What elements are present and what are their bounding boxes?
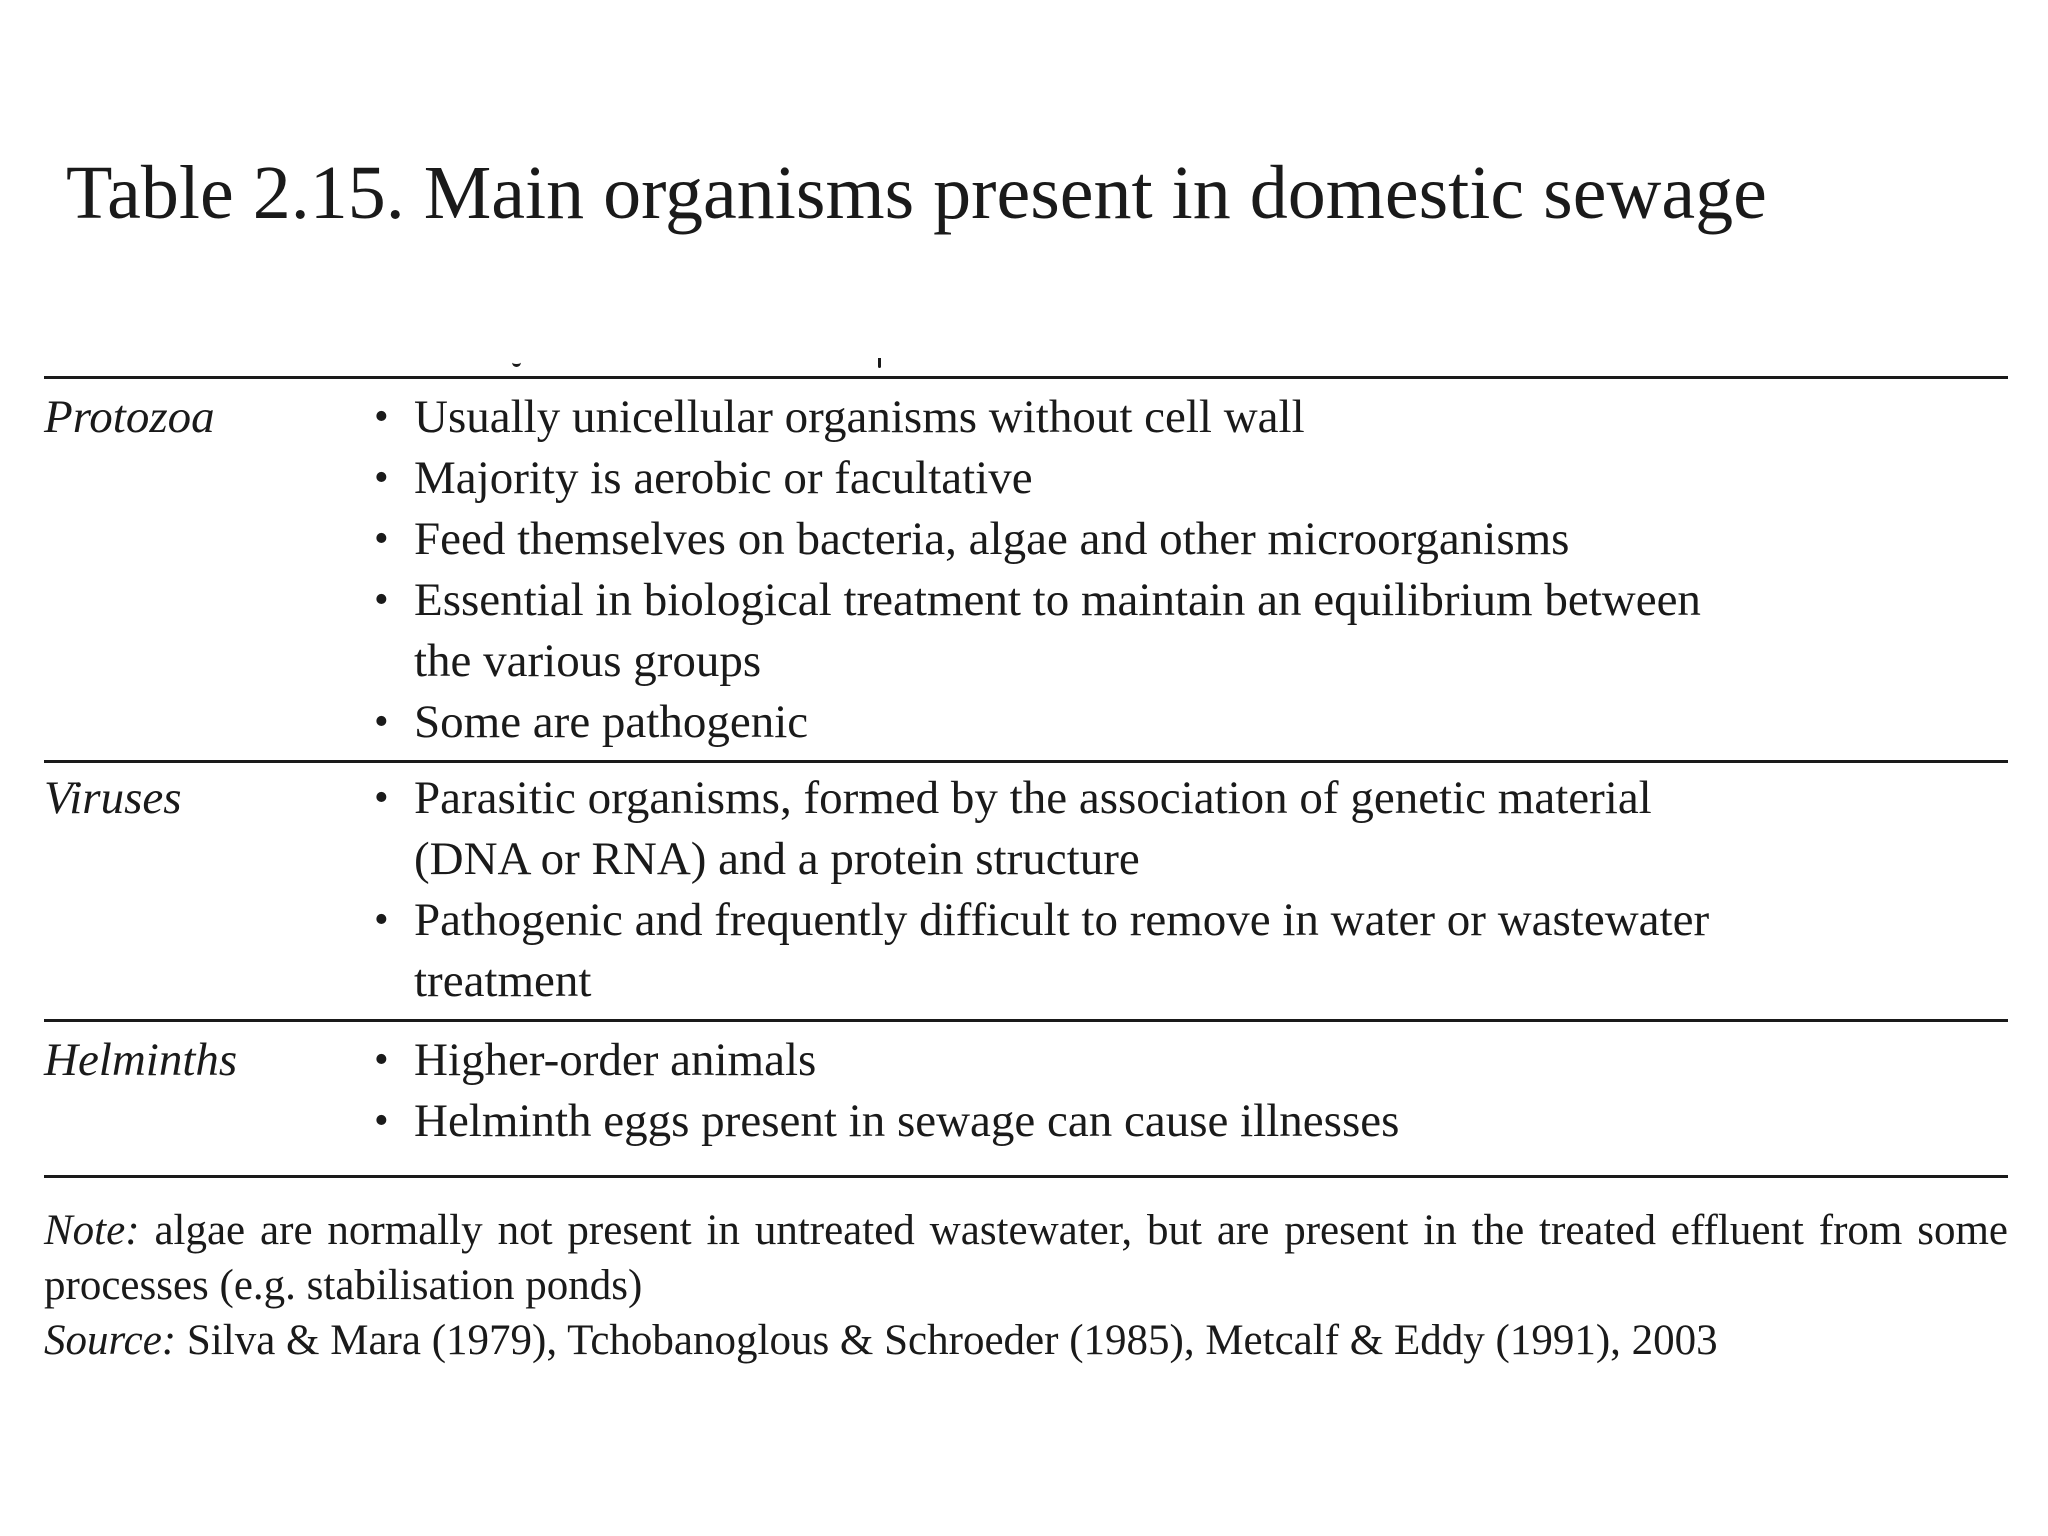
note-text: algae are normally not present in untreated wastewater, but are present in the treated effluent from some processes (e.g. stabilisation ponds) xyxy=(44,1207,2008,1309)
cropped-header-fragment xyxy=(512,356,521,367)
bullet-dot-icon: • xyxy=(374,455,389,501)
table-footnotes xyxy=(44,1203,2008,1368)
row-divider xyxy=(44,1019,2008,1022)
bullet-list-protozoa xyxy=(362,387,2012,753)
list-item xyxy=(362,692,2012,753)
row-divider xyxy=(44,760,2008,763)
table-note xyxy=(44,1203,2008,1313)
table-title: Table 2.15. Main organisms present in domestic sewage xyxy=(66,151,1767,235)
bullet-text: Usually unicellular organisms without cell wall xyxy=(414,391,1305,443)
source-label: Source: xyxy=(44,1317,177,1364)
bullet-dot-icon: • xyxy=(374,897,389,943)
bullet-text: Higher-order animals xyxy=(414,1034,817,1086)
bullet-text: Pathogenic and frequently difficult to remove in water or wastewater treatment xyxy=(414,894,1710,1007)
bullet-dot-icon: • xyxy=(374,699,389,745)
list-item xyxy=(362,387,2012,448)
bullet-text: Feed themselves on bacteria, algae and other microorganisms xyxy=(414,513,1570,565)
bullet-dot-icon: • xyxy=(374,394,389,440)
list-item xyxy=(362,768,2012,890)
row-label-viruses: Viruses xyxy=(44,772,182,824)
list-item xyxy=(362,890,2012,1012)
bullet-dot-icon: • xyxy=(374,1098,389,1144)
bullet-text: Some are pathogenic xyxy=(414,696,809,748)
note-label: Note: xyxy=(44,1207,140,1254)
bullet-text: Essential in biological treatment to maintain an equilibrium between the various groups xyxy=(414,574,1701,687)
list-item xyxy=(362,1030,2012,1091)
list-item xyxy=(362,509,2012,570)
list-item xyxy=(362,448,2012,509)
table-top-rule xyxy=(44,376,2008,379)
row-label-protozoa: Protozoa xyxy=(44,391,215,443)
bullet-dot-icon: • xyxy=(374,577,389,623)
bullet-dot-icon: • xyxy=(374,516,389,562)
bullet-dot-icon: • xyxy=(374,775,389,821)
cropped-header-fragment xyxy=(878,358,881,368)
source-text: Silva & Mara (1979), Tchobanoglous & Schroeder (1985), Metcalf & Eddy (1991), 2003 xyxy=(176,1317,1718,1364)
list-item xyxy=(362,1091,2012,1152)
bullet-text: Helminth eggs present in sewage can cause illnesses xyxy=(414,1095,1400,1147)
table-source xyxy=(44,1313,2008,1368)
bullet-dot-icon: • xyxy=(374,1037,389,1083)
bullet-text: Parasitic organisms, formed by the association of genetic material (DNA or RNA) and a protein structure xyxy=(414,772,1652,885)
bullet-list-helminths xyxy=(362,1030,2012,1152)
table-bottom-rule xyxy=(44,1175,2008,1178)
bullet-list-viruses xyxy=(362,768,2012,1012)
row-label-helminths: Helminths xyxy=(44,1034,238,1086)
list-item xyxy=(362,570,2012,692)
bullet-text: Majority is aerobic or facultative xyxy=(414,452,1033,504)
